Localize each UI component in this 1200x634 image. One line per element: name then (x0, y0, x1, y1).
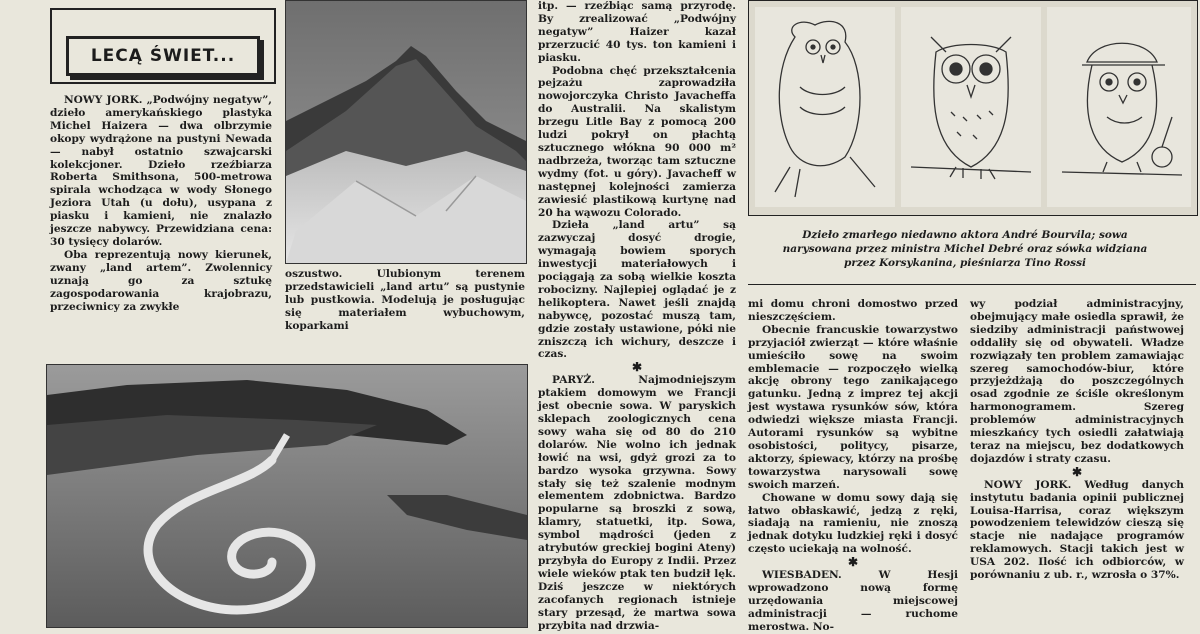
dateline-nowy-jork-2: NOWY JORK. (984, 478, 1072, 491)
owl-sketch-1-icon (755, 7, 895, 207)
owl-sketch-3-icon (1047, 7, 1191, 207)
column-5-paragraph-2: Według danych instytutu badania opinii publicznej Louisa-Harrisa, coraz większym powodzeniem telewidzów cieszą się stacje nie nadające programów reklamowych. Stacji takich jest w USA 202. Ilość ich odbiorców, w porównaniu z ub. r., wzrosła o 37%. (970, 478, 1184, 582)
article-column-2 (285, 268, 525, 354)
owl-drawings-caption: Dzieło zmarłego niedawno aktora André Bourvila; sowa narysowana przez ministra Michel Debré oraz sówka widziana przez Korsykanina, pieśniarza Tino Rossi (782, 229, 1148, 269)
column-4-paragraph-1: mi domu chroni domostwo przed nieszczęściem. (748, 298, 958, 323)
article-column-5 (970, 298, 1184, 626)
owl-drawing-rossi (1047, 7, 1191, 207)
photo-spiral-jetty (46, 364, 528, 628)
article-column-4 (748, 298, 958, 633)
column-3-paragraph-1: itp. — rzeźbiąc samą przyrodę. By zrealizować „Podwójny negatyw” Haizer kazał przerzucić 40 tys. ton kamieni i piasku. (538, 0, 736, 64)
article-column-1 (50, 94, 272, 352)
caption-divider (748, 284, 1196, 285)
dateline-nowy-jork: NOWY JORK. (64, 94, 143, 106)
headline-title: LECĄ ŚWIET... (90, 46, 236, 66)
column-4-paragraph-4: W Hesji wprowadzono nową formę urzędowania miejscowej administracji — ruchome merostwa. No- (748, 569, 958, 633)
headline-box (50, 8, 276, 84)
desert-dunes-image (286, 1, 526, 263)
section-divider-star: ✱ (847, 555, 859, 570)
photo-desert-dunes (285, 0, 527, 264)
spiral-jetty-image (47, 365, 527, 627)
section-divider-star: ✱ (631, 360, 643, 375)
column-5-paragraph-1: wy podział administracyjny, obejmujący małe osiedla sprawił, że siedziby administracji państwowej oddaliły się od obywateli. Władze rozwiązały ten problem zamawiając szereg samochodów-biur, które przyjeżdżają do poszczególnych osad zgodnie ze ściśle określonym harmonogramem. Szereg problemów administracyjnych mieszkańcy tych osiedli załatwiają teraz na miejscu, bez dodatkowych dojazdów i straty czasu. (970, 298, 1184, 465)
owl-drawing-debre (901, 7, 1041, 207)
column-1-paragraph-2: Oba reprezentują nowy kierunek, zwany „land artem”. Zwolennicy uznają go za sztukę zagospodarowania krajobrazu, przeciwnicy za zwykłe (50, 248, 272, 313)
article-column-3 (538, 0, 736, 632)
column-3-paragraph-4: Najmodniejszym ptakiem domowym we Francji jest obecnie sowa. W paryskich sklepach zoologicznych cena sowy waha się od 80 do 210 dolarów. Nie wolno ich jednak łowić na wsi, gdyż grozi za to bardzo wysoka grzywna. Sowy stały się też szalenie modnym elementem zdobnictwa. Bardzo popularne są broszki z sową, klamry, statuetki, itp. Sowa, symbol mądrości (jeden z atrybutów greckiej bogini Ateny) przybyła do Europy z Indii. Przez wiele wieków ptak ten budził lęk. Dziś jeszcze w niektórych zacofanych regionach istnieje stary przesąd, że martwa sowa przybita nad drzwia- (538, 374, 736, 632)
dateline-paryz: PARYŻ. (552, 374, 595, 387)
column-4-paragraph-2: Obecnie francuskie towarzystwo przyjaciół zwierząt — które właśnie umieściło sowę na swoim emblemacie — rozpoczęło wielką akcję obrony tego zanikającego gatunku. Jedną z imprez tej akcji jest wystawa rysunków sów, która odwiedzi większe miasta Francji. Autorami rysunków są wybitne osobistości, politycy, pisarze, aktorzy, śpiewacy, którzy na prośbę towarzystwa narysowali sowę swoich marzeń. (748, 323, 958, 491)
owl-drawings-frame (748, 0, 1198, 216)
column-1-paragraph-1: „Podwójny negatyw”, dzieło amerykańskiego plastyka Michel Haizera — dwa olbrzymie okopy wydrążone na pustyni Newada — nabył ostatnio szwajcarski kolekcjoner. Dzieło rzeźbiarza Roberta Smithsona, 500-metrowa spirala wchodząca w wody Słonego Jeziora Utah (u dołu), usypana z piasku i kamieni, nie znalazło jeszcze nabywcy. Przewidziana cena: 30 tysięcy dolarów. (50, 94, 272, 248)
column-3-paragraph-3: Dzieła „land artu” są zazwyczaj dosyć drogie, wymagają bowiem sporych inwestycji materiałowych i pociągają za sobą wielkie koszta robocizny. Najlepiej oglądać je z helikoptera. Nawet jeśli znajdą nabywcę, pozostać muszą tam, gdzie zostały ustawione, póki nie zniszczą ich wichury, deszcze i czas. (538, 219, 736, 361)
headline-frame (66, 36, 260, 76)
column-3-paragraph-2: Podobna chęć przekształcenia pejzażu zaprowadziła nowojorczyka Christo Javacheffa do Australii. Na skalistym brzegu Litle Bay z pomocą 200 ludzi pokrył on płachtą sztucznego włókna 90 000 m² nadbrzeża, tworząc tam sztuczne wydmy (fot. u góry). Javacheff w następnej kolejności zamierza zawiesić plastikową kurtynę nad 20 ha wąwozu Colorado. (538, 64, 736, 219)
dateline-wiesbaden: WIESBADEN. (762, 569, 842, 582)
owl-sketch-2-icon (901, 7, 1041, 207)
column-4-paragraph-3: Chowane w domu sowy dają się łatwo obłaskawić, jedzą z ręki, siadają na ramieniu, nie znoszą jednak dotyku ludzkiej ręki i dosyć często uciekają na wolność. (748, 491, 958, 556)
section-divider-star: ✱ (1071, 464, 1083, 479)
owl-drawing-bourvil (755, 7, 895, 207)
column-2-paragraph-1: oszustwo. Ulubionym terenem przedstawicieli „land artu” są pustynie lub pustkowia. Modelują je posługując się materiałem wybuchowym, koparkami (285, 268, 525, 332)
